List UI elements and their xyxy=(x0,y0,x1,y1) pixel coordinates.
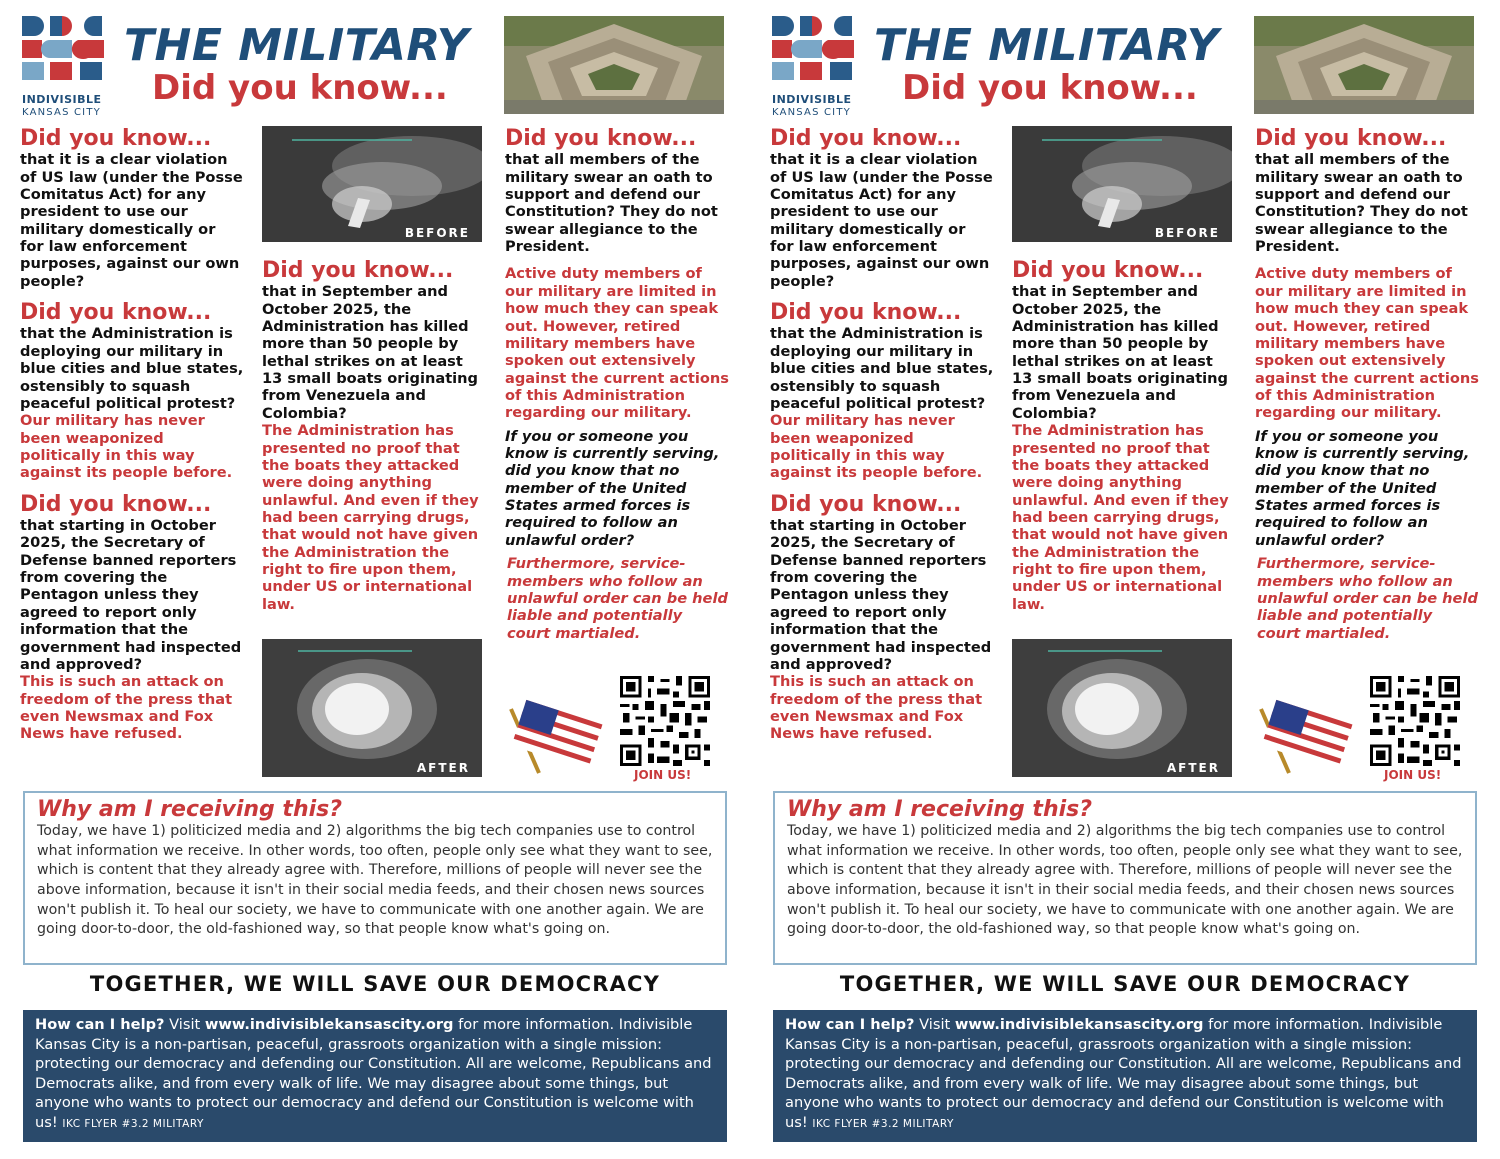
logo-mark-icon xyxy=(22,16,104,82)
help-text xyxy=(35,1015,715,1132)
posse-comitatus-text: that it is a clear violation of US law (under the Posse Comitatus Act) for any president to use our military domestically or for law enforcement purposes, against our own people? xyxy=(770,151,993,290)
help-lead: How can I help? xyxy=(785,1016,915,1033)
website-link[interactable]: www.indivisiblekansascity.org xyxy=(954,1016,1204,1033)
no-proof-text: The Administration has presented no proof that the boats they attacked were doing anything unlawful. And even if they had been carrying drugs, that would not have given the Administration the right to fire upon them, under US or international law. xyxy=(262,422,479,613)
after-label: AFTER xyxy=(1166,761,1220,775)
retired-speak-out-text: Active duty members of our military are limited in how much they can speak out. However, retired military members have spoken out extensively against the current actions of this Administration regarding our military. xyxy=(505,265,729,422)
flyer-tag: IKC FLYER #3.2 MILITARY xyxy=(62,1117,204,1130)
section-heading: Did you know... xyxy=(20,126,212,151)
pentagon-press-text: that starting in October 2025, the Secretary of Defense banned reporters from covering the Pentagon unless they agreed to report only information that the government had inspected and approved? xyxy=(20,517,242,673)
unlawful-order-text: If you or someone you know is currently serving, did you know that no member of the United States armed forces is required to follow an unlawful order? xyxy=(505,427,720,549)
join-us-label: JOIN US! xyxy=(1384,768,1442,782)
section-heading: Did you know... xyxy=(1255,126,1447,151)
column-right xyxy=(1255,126,1479,642)
why-title: Why am I receiving this? xyxy=(787,797,1093,822)
column-left xyxy=(20,126,244,743)
after-label: AFTER xyxy=(416,761,470,775)
indivisible-logo xyxy=(772,16,858,118)
liability-text: Furthermore, service-members who follow an unlawful order can be held liable and potentially court martialed. xyxy=(1257,555,1478,642)
why-receiving-box xyxy=(23,791,727,965)
logo-mark-icon xyxy=(772,16,854,82)
boat-strikes-text: that in September and October 2025, the Administration has killed more than 50 people by lethal strikes on at least 13 small boats originating from Venezuela and Colombia? xyxy=(262,283,479,422)
posse-comitatus-text: that it is a clear violation of US law (under the Posse Comitatus Act) for any president to use our military domestically or for law enforcement purposes, against our own people? xyxy=(20,151,243,290)
section-heading: Did you know... xyxy=(770,126,962,151)
column-right xyxy=(505,126,729,642)
press-attack-text: This is such an attack on freedom of the press that even Newsmax and Fox News have refused. xyxy=(20,673,233,743)
section-heading: Did you know... xyxy=(262,258,454,283)
page-subtitle: Did you know... xyxy=(152,68,448,108)
section-heading: Did you know... xyxy=(770,491,962,517)
column-middle xyxy=(1012,258,1234,613)
american-flag-pin-icon xyxy=(1247,697,1355,777)
pentagon-photo xyxy=(1254,16,1474,114)
why-text: Today, we have 1) politicized media and 2) algorithms the big tech companies use to control what information we receive. In other words, too often, people only see what they want to see, which is content that they already agree with. Therefore, millions of people will never see the above information, because it isn't in their social media feeds, and their chosen news sources won't publish it. To heal our society, we have to communicate with one another again. We are going door-to-door, the old-fashioned way, so that people know what's going on. xyxy=(787,823,1463,938)
oath-text: that all members of the military swear an oath to support and defend our Constitution? They do not swear allegiance to the President. xyxy=(1255,151,1468,256)
boat-strikes-text: that in September and October 2025, the Administration has killed more than 50 people by lethal strikes on at least 13 small boats originating from Venezuela and Colombia? xyxy=(1012,283,1229,422)
pentagon-press-text: that starting in October 2025, the Secretary of Defense banned reporters from covering the Pentagon unless they agreed to report only information that the government had inspected and approved? xyxy=(770,517,992,673)
press-attack-text: This is such an attack on freedom of the press that even Newsmax and Fox News have refused. xyxy=(770,673,983,743)
section-heading: Did you know... xyxy=(20,300,212,326)
before-label: BEFORE xyxy=(1154,226,1220,240)
together-slogan: TOGETHER, WE WILL SAVE OUR DEMOCRACY xyxy=(89,972,661,996)
boat-before-photo xyxy=(262,126,482,242)
american-flag-pin-icon xyxy=(497,697,605,777)
column-middle xyxy=(262,258,484,613)
column-left xyxy=(770,126,994,743)
logo-city: KANSAS CITY xyxy=(22,107,101,118)
how-can-i-help-box xyxy=(773,1010,1477,1142)
help-lead: How can I help? xyxy=(35,1016,165,1033)
how-can-i-help-box xyxy=(23,1010,727,1142)
help-description: for more information. Indivisible Kansas City is a non-partisan, peaceful, grassroots organization with a single mission: protecting our democracy and defending our Constitution. All are welcome, Republicans and Democrats alike, and from every walk of life. We may disagree about some things, but anyone who wants to protect our democracy and defend our Constitution is welcome with us! xyxy=(785,1016,1462,1131)
unlawful-order-text: If you or someone you know is currently serving, did you know that no member of the United States armed forces is required to follow an unlawful order? xyxy=(1255,427,1470,549)
oath-text: that all members of the military swear an oath to support and defend our Constitution? They do not swear allegiance to the President. xyxy=(505,151,718,256)
page-title: THE MILITARY xyxy=(874,20,1220,71)
qr-code-icon[interactable] xyxy=(620,676,710,766)
indivisible-logo xyxy=(22,16,108,118)
boat-after-photo xyxy=(1012,639,1232,777)
website-link[interactable]: www.indivisiblekansascity.org xyxy=(204,1016,454,1033)
deployment-text: that the Administration is deploying our military in blue cities and blue states, ostensibly to squash peaceful political protest? xyxy=(770,325,994,412)
no-proof-text: The Administration has presented no proof that the boats they attacked were doing anything unlawful. And even if they had been carrying drugs, that would not have given the Administration the right to fire upon them, under US or international law. xyxy=(1012,422,1229,613)
section-heading: Did you know... xyxy=(20,491,212,517)
before-label: BEFORE xyxy=(404,226,470,240)
page-title: THE MILITARY xyxy=(124,20,470,71)
weaponized-text: Our military has never been weaponized politically in this way against its people before. xyxy=(20,412,233,482)
section-heading: Did you know... xyxy=(770,300,962,326)
retired-speak-out-text: Active duty members of our military are limited in how much they can speak out. However, retired military members have spoken out extensively against the current actions of this Administration regarding our military. xyxy=(1255,265,1479,422)
help-visit: Visit xyxy=(919,1016,951,1033)
weaponized-text: Our military has never been weaponized politically in this way against its people before. xyxy=(770,412,983,482)
qr-code-icon[interactable] xyxy=(1370,676,1460,766)
pentagon-photo xyxy=(504,16,724,114)
section-heading: Did you know... xyxy=(505,126,697,151)
together-slogan: TOGETHER, WE WILL SAVE OUR DEMOCRACY xyxy=(839,972,1411,996)
liability-text: Furthermore, service-members who follow an unlawful order can be held liable and potentially court martialed. xyxy=(507,555,728,642)
why-receiving-box xyxy=(773,791,1477,965)
why-title: Why am I receiving this? xyxy=(37,797,343,822)
why-text: Today, we have 1) politicized media and 2) algorithms the big tech companies use to control what information we receive. In other words, too often, people only see what they want to see, which is content that they already agree with. Therefore, millions of people will never see the above information, because it isn't in their social media feeds, and their chosen news sources won't publish it. To heal our society, we have to communicate with one another again. We are going door-to-door, the old-fashioned way, so that people know what's going on. xyxy=(37,823,713,938)
page-subtitle: Did you know... xyxy=(902,68,1198,108)
logo-name: INDIVISIBLE xyxy=(772,93,852,106)
boat-after-photo xyxy=(262,639,482,777)
logo-name: INDIVISIBLE xyxy=(22,93,102,106)
help-text xyxy=(785,1015,1465,1132)
help-description: for more information. Indivisible Kansas City is a non-partisan, peaceful, grassroots organization with a single mission: protecting our democracy and defending our Constitution. All are welcome, Republicans and Democrats alike, and from every walk of life. We may disagree about some things, but anyone who wants to protect our democracy and defend our Constitution is welcome with us! xyxy=(35,1016,712,1131)
join-us-label: JOIN US! xyxy=(634,768,692,782)
help-visit: Visit xyxy=(169,1016,201,1033)
logo-city: KANSAS CITY xyxy=(772,107,851,118)
deployment-text: that the Administration is deploying our military in blue cities and blue states, ostensibly to squash peaceful political protest? xyxy=(20,325,244,412)
boat-before-photo xyxy=(1012,126,1232,242)
section-heading: Did you know... xyxy=(1012,258,1204,283)
flyer-right xyxy=(750,0,1500,1159)
flyer-tag: IKC FLYER #3.2 MILITARY xyxy=(812,1117,954,1130)
